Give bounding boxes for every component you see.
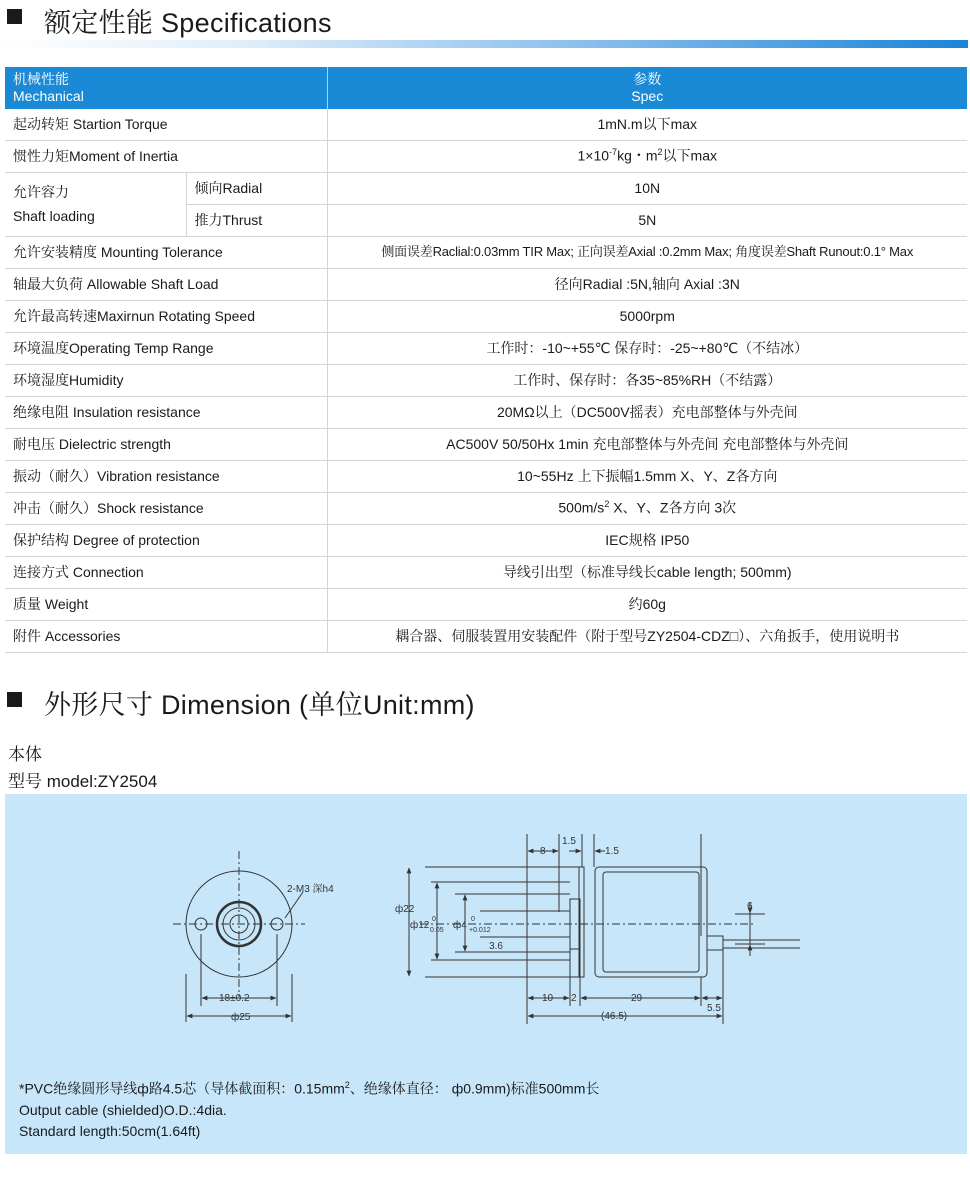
label-cn: 允许容力	[13, 184, 69, 200]
table-row	[5, 269, 967, 301]
table-row	[5, 493, 967, 525]
row-label: 环境温度Operating Temp Range	[5, 333, 327, 365]
header-param	[5, 67, 327, 109]
note-line-1: *PVC绝缘圆形导线ф路4.5芯（导体截面积：$0.15mm^2$、绝缘体直径： ф0.9mm)标准500mm长	[19, 1080, 600, 1097]
row-value: IEC规格 IP50	[327, 525, 967, 557]
section-title: 额定性能 Specifications	[44, 8, 332, 38]
row-label: 轴最大负荷 Allowable Shaft Load	[5, 269, 327, 301]
row-label: 连接方式 Connection	[5, 557, 327, 589]
square-bullet-icon	[7, 9, 22, 24]
dim-d4-tol: 0	[471, 916, 475, 923]
table-row	[5, 429, 967, 461]
row-label: 振动（耐久）Vibration resistance	[5, 461, 327, 493]
header-rule	[0, 40, 968, 48]
header-param-en: Mechanical	[13, 88, 84, 104]
row-value: 约60g	[327, 589, 967, 621]
row-value: $500m/s^2$ X、Y、Z各方向 3次	[327, 493, 967, 525]
table-row	[5, 621, 967, 653]
table-row	[5, 589, 967, 621]
row-value: $1\times 10^{-7}kg$・$m^2$以下max	[327, 141, 967, 173]
dim-25: ф25	[231, 1012, 251, 1023]
dim-d22: ф22	[395, 904, 415, 915]
dim-8: 8	[540, 846, 546, 857]
row-value: 10~55Hz 上下振幅1.5mm X、Y、Z各方向	[327, 461, 967, 493]
table-row	[5, 525, 967, 557]
model-label: 型号 model:ZY2504	[8, 772, 158, 791]
row-label: 起动转矩 Startion Torque	[5, 109, 327, 141]
table-row	[5, 301, 967, 333]
table-row	[5, 173, 967, 205]
square-bullet-icon	[7, 692, 22, 707]
row-value: 5N	[327, 205, 967, 237]
dim-29: 29	[631, 993, 643, 1004]
spec-table	[5, 67, 967, 653]
table-row	[5, 397, 967, 429]
dim-5-5: 5.5	[707, 1003, 721, 1014]
row-value: AC500V 50/50Hx 1min 充电部整体与外壳间 充电部整体与外壳间	[327, 429, 967, 461]
row-label: 质量 Weight	[5, 589, 327, 621]
row-label: 附件 Accessories	[5, 621, 327, 653]
row-value: 耦合器、伺服装置用安装配件（附于型号ZY2504-CDZ□）、六角扳手，使用说明书	[327, 621, 967, 653]
dim-1-5b: 1.5	[605, 846, 619, 857]
row-value: 工作时、保存时：各35~85%RH（不结露）	[327, 365, 967, 397]
row-label: 冲击（耐久）Shock resistance	[5, 493, 327, 525]
dim-hole-label: 2-M3 深h4	[287, 884, 334, 895]
row-value: 侧面误差Raclial:0.03mm TIR Max; 正向误差Axial :0.2mm Max; 角度误差Shaft Runout:0.1° Max	[327, 237, 967, 269]
note-line-3: Standard length:50cm(1.64ft)	[19, 1122, 201, 1139]
side-view	[409, 834, 800, 1024]
row-value: 10N	[327, 173, 967, 205]
row-value: 导线引出型（标准导线长cable length; 500mm)	[327, 557, 967, 589]
dim-2: 2	[571, 993, 577, 1004]
dim-d4-tol2: +0.012	[469, 927, 491, 934]
header-value-en: Spec	[631, 88, 664, 104]
table-row	[5, 109, 967, 141]
dim-10: 10	[542, 993, 554, 1004]
section-title: 外形尺寸 Dimension (单位Unit:mm)	[44, 690, 475, 720]
table-row	[5, 365, 967, 397]
row-label: 耐电压 Dielectric strength	[5, 429, 327, 461]
row-sublabel: 倾向Radial	[186, 173, 327, 205]
dim-3-6: 3.6	[489, 941, 503, 952]
row-label: 惯性力矩Moment of Inertia	[5, 141, 327, 173]
body-label: 本体	[8, 745, 42, 764]
dim-d12-tol: 0	[432, 916, 436, 923]
row-label: 允许最高转速Maxirnun Rotating Speed	[5, 301, 327, 333]
dim-d12: ф12	[410, 920, 430, 931]
row-value: 工作时：-10~+55℃ 保存时：-25~+80℃（不结冰）	[327, 333, 967, 365]
dim-d12-tol2: 0.05	[430, 927, 444, 934]
row-label-shaft-loading	[5, 173, 186, 237]
note-line-2: Output cable (shielded)O.D.:4dia.	[19, 1101, 227, 1118]
row-value: 1mN.m以下max	[327, 109, 967, 141]
row-label: 绝缘电阻 Insulation resistance	[5, 397, 327, 429]
header-value	[327, 67, 967, 109]
header-param-cn: 机械性能	[13, 70, 69, 87]
dim-18: 18±0.2	[219, 993, 250, 1004]
row-label: 保护结构 Degree of protection	[5, 525, 327, 557]
row-value: 径向Radial :5N,轴向 Axial :3N	[327, 269, 967, 301]
table-header	[5, 67, 967, 109]
label-en: Shaft loading	[13, 207, 95, 224]
table-row	[5, 237, 967, 269]
row-sublabel: 推力Thrust	[186, 205, 327, 237]
dim-46-5: (46.5)	[601, 1011, 628, 1022]
row-label: 允许安装精度 Mounting Tolerance	[5, 237, 327, 269]
header-value-cn: 参数	[633, 70, 662, 87]
table-row	[5, 557, 967, 589]
table-row	[5, 141, 967, 173]
cable-notes	[19, 1075, 599, 1142]
row-value: 5000rpm	[327, 301, 967, 333]
dimension-drawing-panel	[5, 794, 967, 1154]
row-label: 环境湿度Humidity	[5, 365, 327, 397]
table-row	[5, 333, 967, 365]
dim-1-5a: 1.5	[562, 836, 576, 847]
dim-6: 6	[747, 901, 753, 912]
table-row	[5, 461, 967, 493]
row-value: 20MΩ以上（DC500V摇表）充电部整体与外壳间	[327, 397, 967, 429]
dim-d4: ф4	[453, 920, 467, 931]
